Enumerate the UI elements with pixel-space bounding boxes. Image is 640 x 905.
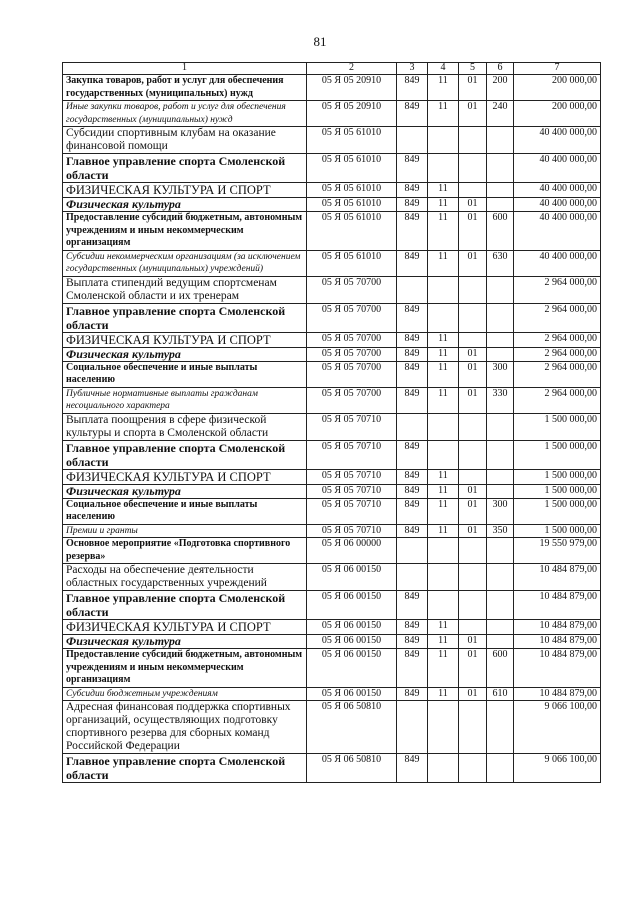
target-code-cell: 05 Я 05 70700: [307, 387, 397, 413]
row-name-cell: Закупка товаров, работ и услуг для обеспечения государственных (муниципальных) нужд: [63, 75, 307, 101]
subsection-code-cell: 01: [459, 498, 487, 524]
table-row: [63, 538, 601, 564]
column-header: 7: [514, 63, 601, 75]
amount-cell: 40 400 000,00: [514, 198, 601, 212]
admin-code-cell: [397, 413, 428, 440]
expense-type-cell: 600: [487, 649, 514, 688]
target-code-cell: 05 Я 06 00150: [307, 564, 397, 591]
row-name-cell: Главное управление спорта Смоленской области: [63, 591, 307, 620]
admin-code-cell: 849: [397, 754, 428, 783]
section-code-cell: 11: [428, 101, 459, 127]
row-name-cell: Предоставление субсидий бюджетным, автономным учреждениям и иным некоммерческим организациям: [63, 212, 307, 251]
section-code-cell: [428, 276, 459, 303]
amount-cell: 1 500 000,00: [514, 413, 601, 440]
expense-type-cell: 350: [487, 524, 514, 538]
section-code-cell: [428, 564, 459, 591]
subsection-code-cell: 01: [459, 524, 487, 538]
row-name-cell: ФИЗИЧЕСКАЯ КУЛЬТУРА И СПОРТ: [63, 469, 307, 484]
admin-code-cell: 849: [397, 484, 428, 498]
amount-cell: 1 500 000,00: [514, 440, 601, 469]
target-code-cell: 05 Я 05 70710: [307, 413, 397, 440]
table-row: [63, 564, 601, 591]
target-code-cell: 05 Я 05 70710: [307, 498, 397, 524]
row-name-cell: Физическая культура: [63, 484, 307, 498]
subsection-code-cell: 01: [459, 101, 487, 127]
table-row: [63, 649, 601, 688]
table-row: [63, 276, 601, 303]
amount-cell: 9 066 100,00: [514, 701, 601, 754]
subsection-code-cell: [459, 440, 487, 469]
expense-type-cell: [487, 154, 514, 183]
admin-code-cell: [397, 127, 428, 154]
section-code-cell: 11: [428, 361, 459, 387]
section-code-cell: [428, 538, 459, 564]
row-name-cell: Основное мероприятие «Подготовка спортивного резерва»: [63, 538, 307, 564]
target-code-cell: 05 Я 05 70710: [307, 524, 397, 538]
expense-type-cell: [487, 469, 514, 484]
section-code-cell: 11: [428, 620, 459, 635]
column-header: 5: [459, 63, 487, 75]
section-code-cell: [428, 591, 459, 620]
expense-type-cell: [487, 538, 514, 564]
subsection-code-cell: [459, 303, 487, 332]
section-code-cell: [428, 154, 459, 183]
admin-code-cell: 849: [397, 250, 428, 276]
expense-type-cell: [487, 276, 514, 303]
target-code-cell: 05 Я 06 00150: [307, 649, 397, 688]
expense-type-cell: [487, 332, 514, 347]
subsection-code-cell: 01: [459, 347, 487, 361]
expense-type-cell: [487, 347, 514, 361]
table-row: [63, 387, 601, 413]
row-name-cell: Субсидии спортивным клубам на оказание финансовой помощи: [63, 127, 307, 154]
admin-code-cell: 849: [397, 498, 428, 524]
column-header: 2: [307, 63, 397, 75]
page-number: 81: [313, 34, 327, 49]
table-row: [63, 591, 601, 620]
section-code-cell: 11: [428, 387, 459, 413]
expense-type-cell: [487, 591, 514, 620]
expense-type-cell: [487, 127, 514, 154]
section-code-cell: 11: [428, 484, 459, 498]
table-row: [63, 524, 601, 538]
amount-cell: 40 400 000,00: [514, 212, 601, 251]
row-name-cell: Главное управление спорта Смоленской области: [63, 754, 307, 783]
admin-code-cell: 849: [397, 183, 428, 198]
table-row: [63, 413, 601, 440]
subsection-code-cell: [459, 127, 487, 154]
row-name-cell: ФИЗИЧЕСКАЯ КУЛЬТУРА И СПОРТ: [63, 183, 307, 198]
table-row: [63, 127, 601, 154]
row-name-cell: Субсидии некоммерческим организациям (за исключением государственных (муниципальных) учреждений): [63, 250, 307, 276]
target-code-cell: 05 Я 05 20910: [307, 75, 397, 101]
admin-code-cell: 849: [397, 75, 428, 101]
row-name-cell: ФИЗИЧЕСКАЯ КУЛЬТУРА И СПОРТ: [63, 620, 307, 635]
table-row: [63, 250, 601, 276]
target-code-cell: 05 Я 05 70700: [307, 361, 397, 387]
admin-code-cell: [397, 276, 428, 303]
row-name-cell: Субсидии бюджетным учреждениям: [63, 687, 307, 701]
column-header: 1: [63, 63, 307, 75]
admin-code-cell: 849: [397, 620, 428, 635]
admin-code-cell: 849: [397, 361, 428, 387]
section-code-cell: 11: [428, 469, 459, 484]
target-code-cell: 05 Я 05 61010: [307, 212, 397, 251]
table-row: [63, 687, 601, 701]
subsection-code-cell: 01: [459, 484, 487, 498]
row-name-cell: Премии и гранты: [63, 524, 307, 538]
amount-cell: 1 500 000,00: [514, 484, 601, 498]
table-row: [63, 620, 601, 635]
expense-type-cell: 630: [487, 250, 514, 276]
target-code-cell: 05 Я 05 61010: [307, 154, 397, 183]
subsection-code-cell: 01: [459, 687, 487, 701]
admin-code-cell: 849: [397, 154, 428, 183]
admin-code-cell: [397, 701, 428, 754]
amount-cell: 2 964 000,00: [514, 387, 601, 413]
section-code-cell: [428, 754, 459, 783]
column-header: 4: [428, 63, 459, 75]
target-code-cell: 05 Я 06 00150: [307, 591, 397, 620]
target-code-cell: 05 Я 05 70700: [307, 347, 397, 361]
subsection-code-cell: [459, 754, 487, 783]
target-code-cell: 05 Я 06 00150: [307, 620, 397, 635]
row-name-cell: Расходы на обеспечение деятельности областных государственных учреждений: [63, 564, 307, 591]
section-code-cell: 11: [428, 183, 459, 198]
admin-code-cell: [397, 564, 428, 591]
amount-cell: 200 000,00: [514, 101, 601, 127]
amount-cell: 9 066 100,00: [514, 754, 601, 783]
admin-code-cell: 849: [397, 332, 428, 347]
table-row: [63, 361, 601, 387]
expense-type-cell: [487, 564, 514, 591]
amount-cell: 40 400 000,00: [514, 183, 601, 198]
admin-code-cell: 849: [397, 469, 428, 484]
budget-table: [62, 62, 601, 783]
subsection-code-cell: 01: [459, 361, 487, 387]
subsection-code-cell: 01: [459, 649, 487, 688]
column-header: 6: [487, 63, 514, 75]
expense-type-cell: 300: [487, 361, 514, 387]
target-code-cell: 05 Я 06 00150: [307, 635, 397, 649]
section-code-cell: 11: [428, 332, 459, 347]
row-name-cell: ФИЗИЧЕСКАЯ КУЛЬТУРА И СПОРТ: [63, 332, 307, 347]
table-row: [63, 347, 601, 361]
expense-type-cell: 240: [487, 101, 514, 127]
row-name-cell: Адресная финансовая поддержка спортивных организаций, осуществляющих подготовку спортивного резерва для сборных команд Российской Федерации: [63, 701, 307, 754]
target-code-cell: 05 Я 06 00150: [307, 687, 397, 701]
row-name-cell: Главное управление спорта Смоленской области: [63, 154, 307, 183]
section-code-cell: [428, 440, 459, 469]
expense-type-cell: 200: [487, 75, 514, 101]
expense-type-cell: [487, 635, 514, 649]
amount-cell: 19 550 979,00: [514, 538, 601, 564]
admin-code-cell: 849: [397, 649, 428, 688]
table-row: [63, 183, 601, 198]
amount-cell: 10 484 879,00: [514, 635, 601, 649]
target-code-cell: 05 Я 05 70700: [307, 276, 397, 303]
section-code-cell: [428, 127, 459, 154]
section-code-cell: 11: [428, 524, 459, 538]
subsection-code-cell: [459, 183, 487, 198]
admin-code-cell: 849: [397, 591, 428, 620]
subsection-code-cell: [459, 538, 487, 564]
target-code-cell: 05 Я 05 20910: [307, 101, 397, 127]
target-code-cell: 05 Я 06 50810: [307, 701, 397, 754]
table-row: [63, 198, 601, 212]
expense-type-cell: 600: [487, 212, 514, 251]
admin-code-cell: 849: [397, 303, 428, 332]
admin-code-cell: [397, 538, 428, 564]
row-name-cell: Иные закупки товаров, работ и услуг для обеспечения государственных (муниципальных) нужд: [63, 101, 307, 127]
subsection-code-cell: 01: [459, 198, 487, 212]
amount-cell: 2 964 000,00: [514, 332, 601, 347]
table-row: [63, 303, 601, 332]
column-header: 3: [397, 63, 428, 75]
row-name-cell: Физическая культура: [63, 347, 307, 361]
target-code-cell: 05 Я 06 00000: [307, 538, 397, 564]
target-code-cell: 05 Я 05 61010: [307, 198, 397, 212]
expense-type-cell: [487, 701, 514, 754]
expense-type-cell: [487, 484, 514, 498]
amount-cell: 40 400 000,00: [514, 127, 601, 154]
subsection-code-cell: [459, 413, 487, 440]
section-code-cell: 11: [428, 212, 459, 251]
amount-cell: 10 484 879,00: [514, 564, 601, 591]
section-code-cell: 11: [428, 498, 459, 524]
amount-cell: 10 484 879,00: [514, 620, 601, 635]
admin-code-cell: 849: [397, 635, 428, 649]
subsection-code-cell: [459, 564, 487, 591]
amount-cell: 1 500 000,00: [514, 469, 601, 484]
section-code-cell: [428, 413, 459, 440]
subsection-code-cell: [459, 154, 487, 183]
subsection-code-cell: [459, 332, 487, 347]
section-code-cell: 11: [428, 635, 459, 649]
amount-cell: 2 964 000,00: [514, 303, 601, 332]
table-row: [63, 484, 601, 498]
table-row: [63, 498, 601, 524]
expense-type-cell: [487, 440, 514, 469]
admin-code-cell: 849: [397, 347, 428, 361]
row-name-cell: Выплата стипендий ведущим спортсменам Смоленской области и их тренерам: [63, 276, 307, 303]
section-code-cell: 11: [428, 649, 459, 688]
row-name-cell: Публичные нормативные выплаты гражданам несоциального характера: [63, 387, 307, 413]
target-code-cell: 05 Я 05 70710: [307, 440, 397, 469]
subsection-code-cell: [459, 620, 487, 635]
table-row: [63, 754, 601, 783]
expense-type-cell: [487, 303, 514, 332]
table-row: [63, 440, 601, 469]
amount-cell: 200 000,00: [514, 75, 601, 101]
table-row: [63, 212, 601, 251]
row-name-cell: Социальное обеспечение и иные выплаты населению: [63, 498, 307, 524]
section-code-cell: 11: [428, 250, 459, 276]
table-row: [63, 154, 601, 183]
expense-type-cell: [487, 754, 514, 783]
expense-type-cell: [487, 620, 514, 635]
table-row: [63, 469, 601, 484]
target-code-cell: 05 Я 05 61010: [307, 183, 397, 198]
expense-type-cell: [487, 413, 514, 440]
section-code-cell: [428, 701, 459, 754]
subsection-code-cell: [459, 276, 487, 303]
header-row: [63, 63, 601, 75]
subsection-code-cell: 01: [459, 212, 487, 251]
amount-cell: 2 964 000,00: [514, 347, 601, 361]
subsection-code-cell: 01: [459, 387, 487, 413]
section-code-cell: 11: [428, 75, 459, 101]
table-row: [63, 75, 601, 101]
subsection-code-cell: [459, 469, 487, 484]
amount-cell: 40 400 000,00: [514, 250, 601, 276]
table-body: [63, 75, 601, 783]
section-code-cell: 11: [428, 687, 459, 701]
expense-type-cell: [487, 198, 514, 212]
subsection-code-cell: 01: [459, 250, 487, 276]
admin-code-cell: 849: [397, 198, 428, 212]
row-name-cell: Социальное обеспечение и иные выплаты населению: [63, 361, 307, 387]
admin-code-cell: 849: [397, 440, 428, 469]
amount-cell: 10 484 879,00: [514, 591, 601, 620]
row-name-cell: Главное управление спорта Смоленской области: [63, 303, 307, 332]
row-name-cell: Главное управление спорта Смоленской области: [63, 440, 307, 469]
expense-type-cell: 300: [487, 498, 514, 524]
target-code-cell: 05 Я 05 70700: [307, 303, 397, 332]
expense-type-cell: 330: [487, 387, 514, 413]
subsection-code-cell: 01: [459, 75, 487, 101]
expense-type-cell: 610: [487, 687, 514, 701]
amount-cell: 2 964 000,00: [514, 361, 601, 387]
row-name-cell: Физическая культура: [63, 198, 307, 212]
row-name-cell: Выплата поощрения в сфере физической культуры и спорта в Смоленской области: [63, 413, 307, 440]
amount-cell: 40 400 000,00: [514, 154, 601, 183]
target-code-cell: 05 Я 05 70700: [307, 332, 397, 347]
target-code-cell: 05 Я 05 61010: [307, 250, 397, 276]
amount-cell: 2 964 000,00: [514, 276, 601, 303]
admin-code-cell: 849: [397, 101, 428, 127]
table-row: [63, 701, 601, 754]
section-code-cell: 11: [428, 198, 459, 212]
table-row: [63, 635, 601, 649]
subsection-code-cell: 01: [459, 635, 487, 649]
section-code-cell: [428, 303, 459, 332]
admin-code-cell: 849: [397, 524, 428, 538]
target-code-cell: 05 Я 05 70710: [307, 484, 397, 498]
amount-cell: 10 484 879,00: [514, 649, 601, 688]
table-row: [63, 101, 601, 127]
amount-cell: 10 484 879,00: [514, 687, 601, 701]
subsection-code-cell: [459, 701, 487, 754]
row-name-cell: Предоставление субсидий бюджетным, автономным учреждениям и иным некоммерческим организациям: [63, 649, 307, 688]
admin-code-cell: 849: [397, 687, 428, 701]
amount-cell: 1 500 000,00: [514, 498, 601, 524]
target-code-cell: 05 Я 05 70710: [307, 469, 397, 484]
admin-code-cell: 849: [397, 387, 428, 413]
amount-cell: 1 500 000,00: [514, 524, 601, 538]
table-row: [63, 332, 601, 347]
target-code-cell: 05 Я 06 50810: [307, 754, 397, 783]
expense-type-cell: [487, 183, 514, 198]
target-code-cell: 05 Я 05 61010: [307, 127, 397, 154]
row-name-cell: Физическая культура: [63, 635, 307, 649]
admin-code-cell: 849: [397, 212, 428, 251]
subsection-code-cell: [459, 591, 487, 620]
section-code-cell: 11: [428, 347, 459, 361]
